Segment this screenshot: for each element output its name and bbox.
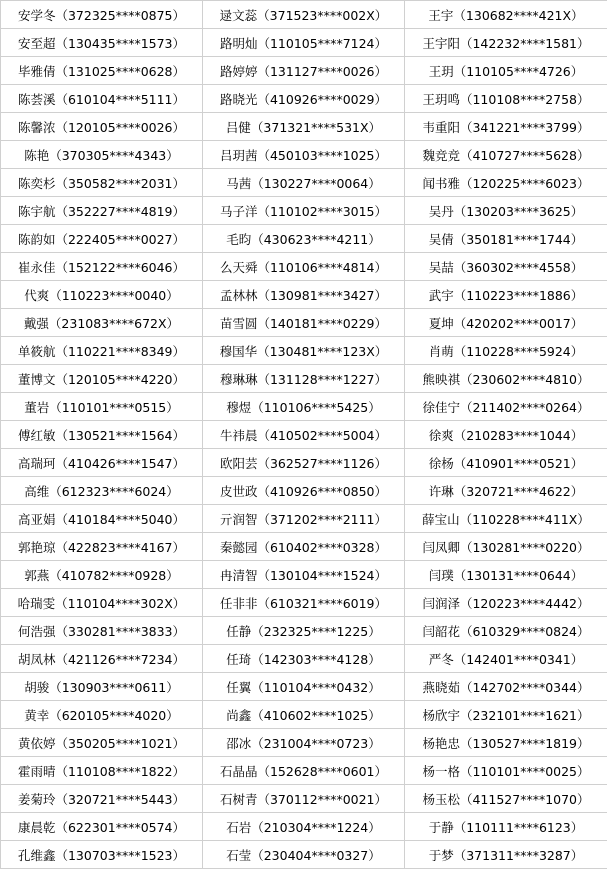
table-row [1, 57, 607, 85]
table-cell: 董博文（120105****4220） [1, 365, 203, 393]
table-cell: 徐爽（210283****1044） [405, 421, 607, 449]
table-cell: 闫璞（130131****0644） [405, 561, 607, 589]
table-cell: 王宇（130682****421X） [405, 1, 607, 29]
table-cell: 路晓光（410926****0029） [203, 85, 405, 113]
table-row [1, 141, 607, 169]
table-row [1, 197, 607, 225]
table-cell: 闫润泽（120223****4442） [405, 589, 607, 617]
table-cell: 任非非（610321****6019） [203, 589, 405, 617]
table-cell: 单筱航（110221****8349） [1, 337, 203, 365]
table-cell: 安至超（130435****1573） [1, 29, 203, 57]
table-cell: 冉清智（130104****1524） [203, 561, 405, 589]
table-row [1, 785, 607, 813]
table-row [1, 225, 607, 253]
table-cell: 严冬（142401****0341） [405, 645, 607, 673]
table-row [1, 113, 607, 141]
table-row [1, 365, 607, 393]
table-cell: 傅红敏（130521****1564） [1, 421, 203, 449]
table-cell: 欧阳芸（362527****1126） [203, 449, 405, 477]
table-cell: 杨艳忠（130527****1819） [405, 729, 607, 757]
table-row [1, 253, 607, 281]
table-row [1, 281, 607, 309]
table-cell: 董岩（110101****0515） [1, 393, 203, 421]
table-cell: 亓润智（371202****2111） [203, 505, 405, 533]
table-cell: 康晨乾（622301****0574） [1, 813, 203, 841]
table-cell: 石晶晶（152628****0601） [203, 757, 405, 785]
table-cell: 陈宇航（352227****4819） [1, 197, 203, 225]
table-cell: 武宇（110223****1886） [405, 281, 607, 309]
table-cell: 穆国华（130481****123X） [203, 337, 405, 365]
table-cell: 么天舜（110106****4814） [203, 253, 405, 281]
table-cell: 黄幸（620105****4020） [1, 701, 203, 729]
table-row [1, 505, 607, 533]
table-cell: 陈馨浓（120105****0026） [1, 113, 203, 141]
table-cell: 路明灿（110105****7124） [203, 29, 405, 57]
table-row [1, 421, 607, 449]
table-cell: 穆煜（110106****5425） [203, 393, 405, 421]
table-cell: 吕健（371321****531X） [203, 113, 405, 141]
table-row [1, 1, 607, 29]
table-cell: 哈瑞雯（110104****302X） [1, 589, 203, 617]
table-cell: 王玥（110105****4726） [405, 57, 607, 85]
table-cell: 杨玉松（411527****1070） [405, 785, 607, 813]
table-row [1, 645, 607, 673]
table-cell: 牛祎晨（410502****5004） [203, 421, 405, 449]
table-cell: 吴倩（350181****1744） [405, 225, 607, 253]
table-cell: 胡骏（130903****0611） [1, 673, 203, 701]
table-cell: 闻书雅（120225****6023） [405, 169, 607, 197]
table-cell: 闫韶花（610329****0824） [405, 617, 607, 645]
table-cell: 高亚娟（410184****5040） [1, 505, 203, 533]
table-cell: 任琦（142303****4128） [203, 645, 405, 673]
table-cell: 夏坤（420202****0017） [405, 309, 607, 337]
table-row [1, 701, 607, 729]
table-cell: 王玥鸣（110108****2758） [405, 85, 607, 113]
table-cell: 吴丹（130203****3625） [405, 197, 607, 225]
table-row [1, 813, 607, 841]
table-row [1, 561, 607, 589]
table-cell: 路婷婷（131127****0026） [203, 57, 405, 85]
table-cell: 安学冬（372325****0875） [1, 1, 203, 29]
table-cell: 尚鑫（410602****1025） [203, 701, 405, 729]
table-cell: 杨欣宇（232101****1621） [405, 701, 607, 729]
table-cell: 姜菊玲（320721****5443） [1, 785, 203, 813]
table-row [1, 589, 607, 617]
table-row [1, 729, 607, 757]
table-cell: 崔永佳（152122****6046） [1, 253, 203, 281]
table-cell: 孟林林（130981****3427） [203, 281, 405, 309]
table-cell: 徐佳宁（211402****0264） [405, 393, 607, 421]
table-row [1, 477, 607, 505]
table-row [1, 449, 607, 477]
table-cell: 陈荟溪（610104****5111） [1, 85, 203, 113]
table-cell: 马茜（130227****0064） [203, 169, 405, 197]
table-cell: 代爽（110223****0040） [1, 281, 203, 309]
table-cell: 毛昀（430623****4211） [203, 225, 405, 253]
table-cell: 闫凤卿（130281****0220） [405, 533, 607, 561]
table-cell: 陈奕杉（350582****2031） [1, 169, 203, 197]
table-cell: 徐杨（410901****0521） [405, 449, 607, 477]
table-cell: 戴强（231083****672X） [1, 309, 203, 337]
table-cell: 吴喆（360302****4558） [405, 253, 607, 281]
table-row [1, 841, 607, 869]
table-cell: 秦懿园（610402****0328） [203, 533, 405, 561]
table-cell: 高维（612323****6024） [1, 477, 203, 505]
table-cell: 肖萌（110228****5924） [405, 337, 607, 365]
table-cell: 石莹（230404****0327） [203, 841, 405, 869]
table-cell: 薛宝山（110228****411X） [405, 505, 607, 533]
table-cell: 孔维鑫（130703****1523） [1, 841, 203, 869]
table-cell: 邵冰（231004****0723） [203, 729, 405, 757]
table-cell: 魏竞竞（410727****5628） [405, 141, 607, 169]
table-cell: 于静（110111****6123） [405, 813, 607, 841]
table-row [1, 533, 607, 561]
table-cell: 郭燕（410782****0928） [1, 561, 203, 589]
table-cell: 毕雅倩（131025****0628） [1, 57, 203, 85]
name-list-body [1, 1, 607, 869]
table-cell: 黄依婷（350205****1021） [1, 729, 203, 757]
table-cell: 陈艳（370305****4343） [1, 141, 203, 169]
table-row [1, 393, 607, 421]
table-row [1, 169, 607, 197]
table-row [1, 29, 607, 57]
table-row [1, 85, 607, 113]
table-cell: 何浩强（330281****3833） [1, 617, 203, 645]
table-row [1, 757, 607, 785]
table-cell: 王宇阳（142232****1581） [405, 29, 607, 57]
table-cell: 石树青（370112****0021） [203, 785, 405, 813]
table-cell: 于梦（371311****3287） [405, 841, 607, 869]
table-cell: 任静（232325****1225） [203, 617, 405, 645]
table-cell: 任翼（110104****0432） [203, 673, 405, 701]
table-cell: 穆琳琳（131128****1227） [203, 365, 405, 393]
table-row [1, 337, 607, 365]
table-cell: 许琳（320721****4622） [405, 477, 607, 505]
table-cell: 高瑞珂（410426****1547） [1, 449, 203, 477]
table-cell: 燕晓茹（142702****0344） [405, 673, 607, 701]
table-cell: 霍雨晴（110108****1822） [1, 757, 203, 785]
table-cell: 韦重阳（341221****3799） [405, 113, 607, 141]
table-cell: 熊映祺（230602****4810） [405, 365, 607, 393]
table-cell: 胡凤林（421126****7234） [1, 645, 203, 673]
table-cell: 皮世政（410926****0850） [203, 477, 405, 505]
table-cell: 马子洋（110102****3015） [203, 197, 405, 225]
table-cell: 杨一格（110101****0025） [405, 757, 607, 785]
table-row [1, 309, 607, 337]
table-cell: 吕玥茜（450103****1025） [203, 141, 405, 169]
table-cell: 逯文蕊（371523****002X） [203, 1, 405, 29]
table-cell: 郭艳琼（422823****4167） [1, 533, 203, 561]
table-row [1, 673, 607, 701]
table-cell: 苗雪圆（140181****0229） [203, 309, 405, 337]
table-row [1, 617, 607, 645]
table-cell: 陈韵如（222405****0027） [1, 225, 203, 253]
table-cell: 石岩（210304****1224） [203, 813, 405, 841]
